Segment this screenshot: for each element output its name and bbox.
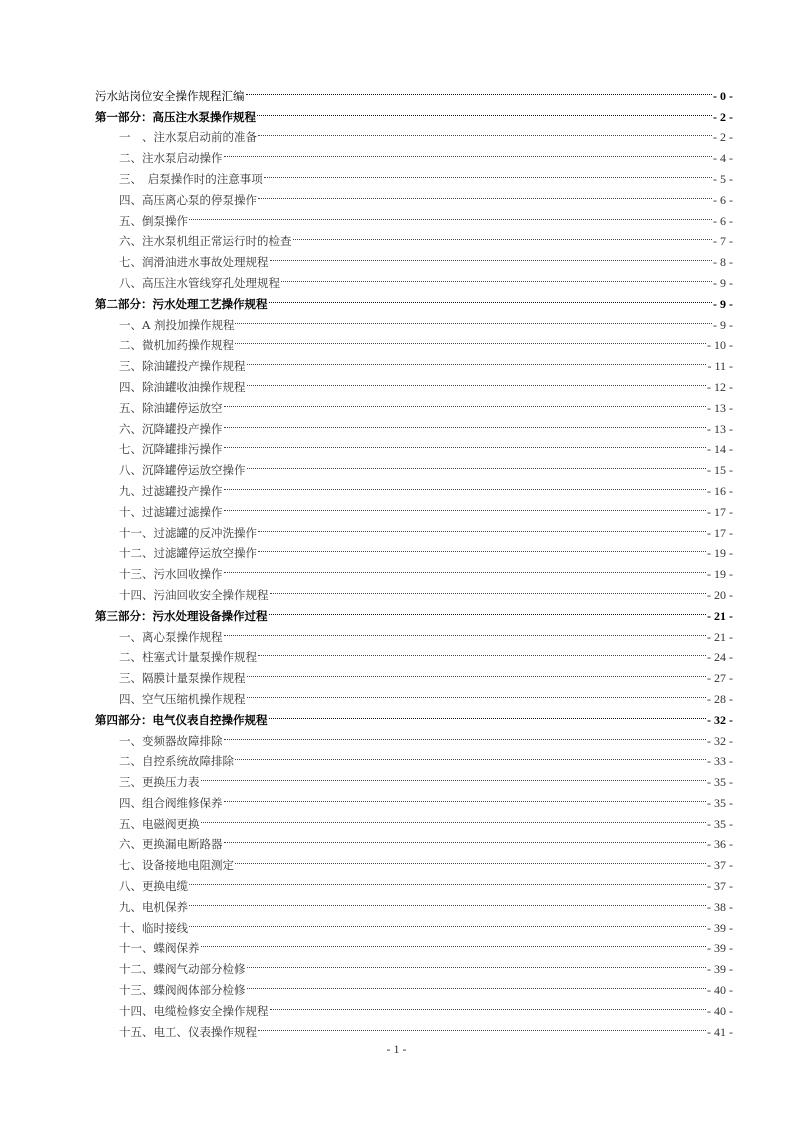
toc-subsection-entry[interactable] bbox=[95, 204, 733, 228]
toc-entry-label: 三、 启泵操作时的注意事项 bbox=[119, 171, 263, 186]
dot-leader bbox=[189, 911, 706, 932]
toc-entry-page-number: - 32 - bbox=[707, 733, 733, 748]
toc-entry-label: 二、自控系统故障排除 bbox=[119, 754, 234, 769]
toc-entry-page-number: - 7 - bbox=[713, 234, 733, 249]
dot-leader bbox=[247, 370, 707, 391]
toc-entry-page-number: - 6 - bbox=[713, 213, 733, 228]
dot-leader bbox=[258, 516, 706, 537]
dot-leader bbox=[235, 848, 706, 869]
toc-entry-label: 二、微机加药操作规程 bbox=[119, 338, 234, 353]
dot-leader bbox=[235, 745, 706, 766]
toc-entry-page-number: - 17 - bbox=[707, 504, 733, 519]
toc-subsection-entry[interactable] bbox=[95, 890, 733, 914]
toc-subsection-entry[interactable] bbox=[95, 911, 733, 935]
dot-leader bbox=[269, 599, 707, 620]
dot-leader bbox=[224, 828, 707, 849]
dot-leader bbox=[224, 391, 707, 412]
toc-entry-label: 十二、蝶阀气动部分检修 bbox=[119, 962, 246, 977]
toc-entry-page-number: - 41 - bbox=[707, 1024, 733, 1039]
toc-entry-label: 四、空气压缩机操作规程 bbox=[119, 691, 246, 706]
toc-entry-label: 十二、过滤罐停运放空操作 bbox=[119, 546, 257, 561]
toc-entry-page-number: - 33 - bbox=[707, 754, 733, 769]
toc-entry-page-number: - 27 - bbox=[707, 671, 733, 686]
toc-entry-label: 一、变频器故障排除 bbox=[119, 733, 223, 748]
dot-leader bbox=[270, 245, 713, 266]
toc-entry-label: 四、高压离心泵的停泵操作 bbox=[119, 192, 257, 207]
toc-entry-page-number: - 8 - bbox=[713, 255, 733, 270]
toc-entry-label: 六、注水泵机组正常运行时的检查 bbox=[119, 234, 292, 249]
toc-entry-label: 六、更换漏电断路器 bbox=[119, 837, 223, 852]
dot-leader bbox=[246, 79, 713, 100]
dot-leader bbox=[201, 932, 707, 953]
dot-leader bbox=[270, 994, 707, 1015]
dot-leader bbox=[201, 807, 707, 828]
toc-entry-label: 十四、污油回收安全操作规程 bbox=[119, 587, 269, 602]
toc-entry-page-number: - 9 - bbox=[713, 317, 733, 332]
toc-entry-page-number: - 35 - bbox=[707, 816, 733, 831]
toc-entry-page-number: - 9 - bbox=[713, 275, 733, 290]
dot-leader bbox=[247, 349, 707, 370]
toc-entry-label: 四、组合阀维修保养 bbox=[119, 795, 223, 810]
toc-entry-label: 第四部分：电气仪表自控操作规程 bbox=[95, 712, 268, 727]
toc-entry-page-number: - 17 - bbox=[707, 525, 733, 540]
toc-entry-label: 十三、污水回收操作 bbox=[119, 567, 223, 582]
toc-entry-page-number: - 35 - bbox=[707, 775, 733, 790]
dot-leader bbox=[270, 578, 707, 599]
toc-entry-label: 五、电磁阀更换 bbox=[119, 816, 200, 831]
toc-entry-label: 十、临时接线 bbox=[119, 920, 188, 935]
toc-entry-page-number: - 21 - bbox=[707, 608, 733, 623]
toc-entry-page-number: - 2 - bbox=[713, 109, 733, 124]
toc-subsection-entry[interactable] bbox=[95, 932, 733, 956]
dot-leader bbox=[257, 100, 712, 121]
toc-entry-page-number: - 19 - bbox=[707, 546, 733, 561]
dot-leader bbox=[264, 162, 712, 183]
toc-entry-label: 污水站岗位安全操作规程汇编 bbox=[95, 88, 245, 103]
toc-entry-label: 八、高压注水管线穿孔处理规程 bbox=[119, 275, 280, 290]
toc-subsection-entry[interactable] bbox=[95, 869, 733, 894]
toc-entry-page-number: - 39 - bbox=[707, 962, 733, 977]
toc-entry-label: 十三、蝶阀阀体部分检修 bbox=[119, 983, 246, 998]
toc-entry-label: 六、沉降罐投产操作 bbox=[119, 421, 223, 436]
dot-leader bbox=[258, 537, 706, 558]
dot-leader bbox=[189, 204, 712, 225]
toc-entry-label: 七、沉降罐排污操作 bbox=[119, 442, 223, 457]
toc-entry-label: 七、润滑油进水事故处理规程 bbox=[119, 255, 269, 270]
dot-leader bbox=[247, 661, 707, 682]
toc-entry-page-number: - 40 - bbox=[707, 1003, 733, 1018]
toc-entry-page-number: - 36 - bbox=[707, 837, 733, 852]
toc-entry-page-number: - 32 - bbox=[707, 712, 733, 727]
toc-entry-page-number: - 37 - bbox=[707, 879, 733, 894]
toc-entry-page-number: - 9 - bbox=[713, 296, 733, 311]
toc-entry-page-number: - 15 - bbox=[707, 463, 733, 478]
toc-entry-label: 十一、过滤罐的反冲洗操作 bbox=[119, 525, 257, 540]
dot-leader bbox=[258, 641, 706, 662]
dot-leader bbox=[293, 225, 713, 246]
toc-entry-label: 十一、蝶阀保养 bbox=[119, 941, 200, 956]
dot-leader bbox=[269, 703, 707, 724]
toc-entry-label: 九、电机保养 bbox=[119, 899, 188, 914]
dot-leader bbox=[224, 433, 707, 454]
toc-entry-page-number: - 6 - bbox=[713, 192, 733, 207]
dot-leader bbox=[224, 141, 713, 162]
dot-leader bbox=[224, 495, 707, 516]
toc-entry-page-number: - 37 - bbox=[707, 858, 733, 873]
dot-leader bbox=[224, 786, 707, 807]
dot-leader bbox=[258, 121, 712, 142]
dot-leader bbox=[224, 557, 707, 578]
toc-entry-page-number: - 13 - bbox=[707, 421, 733, 436]
toc-entry-page-number: - 20 - bbox=[707, 587, 733, 602]
toc-entry-page-number: - 19 - bbox=[707, 567, 733, 582]
toc-entry-label: 三、隔膜计量泵操作规程 bbox=[119, 671, 246, 686]
toc-entry-label: 三、更换压力表 bbox=[119, 775, 200, 790]
toc-entry-page-number: - 40 - bbox=[707, 983, 733, 998]
toc-subsection-entry[interactable] bbox=[95, 225, 733, 249]
toc-entry-label: 八、更换电缆 bbox=[119, 879, 188, 894]
toc-entry-label: 一、离心泵操作规程 bbox=[119, 629, 223, 644]
dot-leader bbox=[224, 474, 707, 495]
toc-entry-label: 一、A 剂投加操作规程 bbox=[119, 317, 235, 332]
dot-leader bbox=[189, 869, 706, 890]
toc-entry-page-number: - 39 - bbox=[707, 920, 733, 935]
toc-entry-label: 一 、注水泵启动前的准备 bbox=[119, 130, 257, 145]
toc-entry-page-number: - 39 - bbox=[707, 941, 733, 956]
dot-leader bbox=[224, 724, 707, 745]
dot-leader bbox=[201, 765, 707, 786]
toc-entry-label: 四、除油罐收油操作规程 bbox=[119, 379, 246, 394]
dot-leader bbox=[224, 620, 707, 641]
dot-leader bbox=[281, 266, 712, 287]
dot-leader bbox=[258, 183, 712, 204]
toc-entry-page-number: - 5 - bbox=[713, 171, 733, 186]
dot-leader bbox=[235, 308, 712, 329]
dot-leader bbox=[258, 1015, 706, 1036]
toc-title-entry[interactable] bbox=[95, 79, 733, 103]
toc-entry-label: 第三部分：污水处理设备操作过程 bbox=[95, 608, 268, 623]
toc-entry-page-number: - 21 - bbox=[707, 629, 733, 644]
toc-entry-page-number: - 13 - bbox=[707, 400, 733, 415]
dot-leader bbox=[224, 412, 707, 433]
toc-entry-label: 十五、电工、仪表操作规程 bbox=[119, 1024, 257, 1039]
toc-entry-page-number: - 16 - bbox=[707, 483, 733, 498]
toc-entry-label: 九、过滤罐投产操作 bbox=[119, 483, 223, 498]
toc-entry-label: 二、柱塞式计量泵操作规程 bbox=[119, 650, 257, 665]
toc-entry-label: 五、倒泵操作 bbox=[119, 213, 188, 228]
toc-entry-page-number: - 4 - bbox=[713, 151, 733, 166]
toc-entry-label: 十、过滤罐过滤操作 bbox=[119, 504, 223, 519]
page-number-footer: - 1 - bbox=[386, 1042, 407, 1056]
dot-leader bbox=[247, 682, 707, 703]
toc-entry-page-number: - 28 - bbox=[707, 691, 733, 706]
table-of-contents bbox=[95, 79, 733, 1039]
dot-leader bbox=[189, 890, 706, 911]
toc-entry-label: 八、沉降罐停运放空操作 bbox=[119, 463, 246, 478]
dot-leader bbox=[247, 952, 707, 973]
toc-entry-page-number: - 11 - bbox=[707, 359, 733, 374]
toc-entry-label: 十四、电缆检修安全操作规程 bbox=[119, 1003, 269, 1018]
dot-leader bbox=[269, 287, 713, 308]
dot-leader bbox=[247, 453, 707, 474]
toc-entry-page-number: - 14 - bbox=[707, 442, 733, 457]
toc-entry-page-number: - 12 - bbox=[707, 379, 733, 394]
toc-entry-label: 第一部分：高压注水泵操作规程 bbox=[95, 109, 256, 124]
dot-leader bbox=[235, 329, 706, 350]
toc-entry-label: 第二部分：污水处理工艺操作规程 bbox=[95, 296, 268, 311]
toc-entry-page-number: - 0 - bbox=[713, 88, 733, 103]
toc-entry-page-number: - 10 - bbox=[707, 338, 733, 353]
toc-entry-label: 七、设备接地电阻测定 bbox=[119, 858, 234, 873]
toc-entry-label: 五、除油罐停运放空 bbox=[119, 400, 223, 415]
toc-entry-label: 三、除油罐投产操作规程 bbox=[119, 359, 246, 374]
toc-entry-page-number: - 38 - bbox=[707, 899, 733, 914]
toc-entry-page-number: - 2 - bbox=[713, 130, 733, 145]
dot-leader bbox=[247, 973, 707, 994]
toc-entry-page-number: - 24 - bbox=[707, 650, 733, 665]
toc-entry-label: 二、注水泵启动操作 bbox=[119, 151, 223, 166]
toc-entry-page-number: - 35 - bbox=[707, 795, 733, 810]
